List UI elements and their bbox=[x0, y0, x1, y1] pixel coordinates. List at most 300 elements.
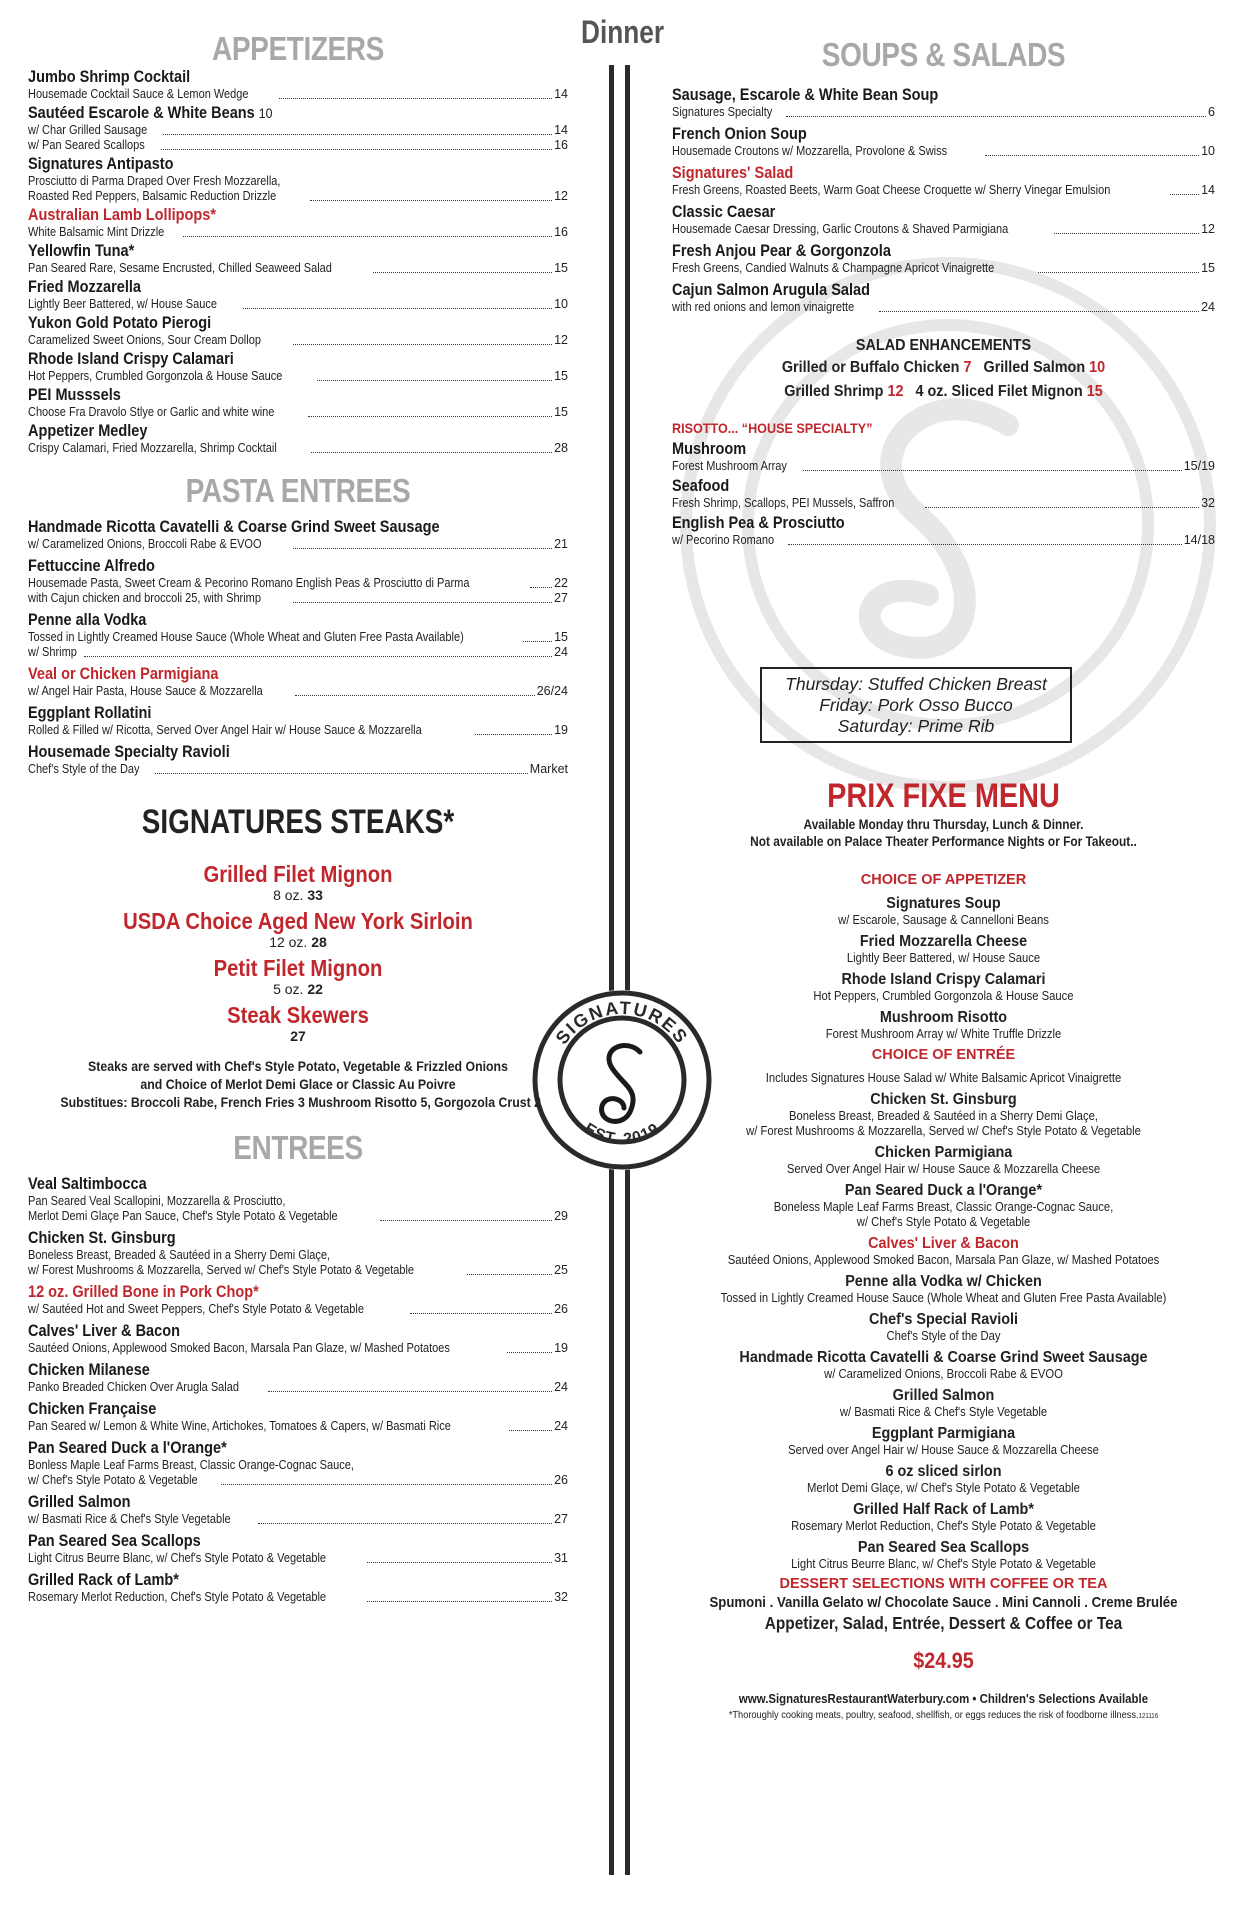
item-price: 31 bbox=[554, 1551, 568, 1565]
item-name-text: Grilled Rack of Lamb* bbox=[28, 1571, 179, 1589]
item-desc: Fresh Greens, Candied Walnuts & Champagne Apricot Vinaigrette bbox=[672, 261, 995, 275]
item-name bbox=[28, 242, 503, 261]
item-price: 10 bbox=[1201, 144, 1215, 158]
item-line bbox=[672, 459, 1215, 474]
leader-dots bbox=[293, 602, 552, 603]
leader-dots bbox=[308, 416, 552, 417]
enh-chicken-price: 7 bbox=[963, 359, 972, 376]
item-name-text: Mushroom bbox=[672, 440, 747, 458]
item-name-text: Penne alla Vodka bbox=[28, 611, 147, 629]
logo-wordmark: SIGNATURES bbox=[551, 997, 693, 1048]
item-name bbox=[672, 86, 1150, 105]
pasta-title: PASTA ENTREES bbox=[185, 472, 411, 509]
item-price: 21 bbox=[554, 537, 568, 551]
prix-item-desc: Merlot Demi Glaçe, w/ Chef's Style Potato & Vegetable bbox=[807, 1481, 1080, 1495]
item-name bbox=[28, 1175, 503, 1194]
item-desc: Bonless Maple Leaf Farms Breast, Classic Orange-Cognac Sauce, bbox=[28, 1458, 354, 1472]
steak-size: 8 oz. bbox=[273, 887, 304, 903]
item-name-text: Fettuccine Alfredo bbox=[28, 557, 155, 575]
item-name bbox=[672, 164, 1150, 183]
item-desc: w/ Chef's Style Potato & Vegetable bbox=[28, 1473, 198, 1487]
menu-item bbox=[672, 514, 1215, 548]
prix-entree-list bbox=[672, 1090, 1215, 1572]
menu-item bbox=[28, 278, 568, 312]
leader-dots bbox=[373, 272, 552, 273]
steak-name: Steak Skewers bbox=[227, 1002, 369, 1028]
steaks-note-1: Steaks are served with Chef's Style Potato, Vegetable & Frizzled Onions bbox=[88, 1058, 508, 1074]
prix-dessert-heading: DESSERT SELECTIONS WITH COFFEE OR TEA bbox=[779, 1576, 1108, 1592]
item-price: 27 bbox=[554, 591, 568, 605]
enhancements-row-2 bbox=[699, 380, 1188, 404]
item-name-text: Chicken St. Ginsburg bbox=[28, 1229, 176, 1247]
steak-size-price bbox=[28, 887, 568, 904]
leader-dots bbox=[1170, 194, 1199, 195]
item-price: 26 bbox=[554, 1302, 568, 1316]
prix-item-name: Penne alla Vodka w/ Chicken bbox=[845, 1273, 1042, 1290]
item-price: 14 bbox=[554, 87, 568, 101]
steak-item bbox=[28, 1002, 568, 1045]
prix-item-desc: Boneless Breast, Breaded & Sautéed in a Sherry Demi Glaçe, bbox=[789, 1109, 1098, 1123]
item-desc: w/ Caramelized Onions, Broccoli Rabe & EVOO bbox=[28, 537, 262, 551]
item-price: 29 bbox=[554, 1209, 568, 1223]
prix-item-name: Eggplant Parmigiana bbox=[871, 1425, 1016, 1442]
item-desc: w/ Shrimp bbox=[28, 645, 77, 659]
enhancements-title: SALAD ENHANCEMENTS bbox=[855, 337, 1032, 354]
menu-item bbox=[672, 203, 1215, 237]
entrees-list bbox=[28, 1175, 568, 1605]
item-desc: Forest Mushroom Array bbox=[672, 459, 787, 473]
item-line bbox=[28, 591, 568, 606]
prix-item-name: 6 oz sliced sirlon bbox=[885, 1463, 1002, 1480]
risotto-list bbox=[672, 440, 1215, 548]
item-name-text: Sausage, Escarole & White Bean Soup bbox=[672, 86, 939, 104]
item-name-text: Fried Mozzarella bbox=[28, 278, 141, 296]
item-line bbox=[28, 1341, 568, 1356]
steak-name: Petit Filet Mignon bbox=[213, 955, 383, 981]
item-name bbox=[28, 1439, 503, 1458]
prix-item bbox=[672, 932, 1215, 966]
item-line bbox=[28, 1419, 568, 1434]
item-line bbox=[28, 369, 568, 384]
enh-shrimp-price: 12 bbox=[887, 383, 904, 400]
prix-fixe-title: PRIX FIXE MENU bbox=[827, 777, 1060, 815]
leader-dots bbox=[530, 587, 552, 588]
item-price: 32 bbox=[554, 1590, 568, 1604]
steaks-list bbox=[28, 861, 568, 1045]
steak-price-value: 33 bbox=[307, 887, 323, 903]
menu-item bbox=[28, 1283, 568, 1317]
prix-item-desc: Tossed in Lightly Creamed House Sauce (Whole Wheat and Gluten Free Pasta Available) bbox=[720, 1291, 1167, 1305]
prix-item-desc: Sautéed Onions, Applewood Smoked Bacon, Marsala Pan Glaze, w/ Mashed Potatoes bbox=[727, 1253, 1160, 1267]
item-name bbox=[28, 155, 503, 174]
item-line bbox=[28, 630, 568, 645]
steak-price-value: 22 bbox=[307, 981, 323, 997]
item-price: 24 bbox=[554, 1419, 568, 1433]
item-desc: Rosemary Merlot Reduction, Chef's Style Potato & Vegetable bbox=[28, 1590, 327, 1604]
steak-item bbox=[28, 861, 568, 904]
item-line bbox=[672, 261, 1215, 276]
item-line bbox=[28, 123, 568, 138]
steak-price-value: 28 bbox=[311, 934, 327, 950]
prix-availability-2: Not available on Palace Theater Performance Nights or For Takeout.. bbox=[750, 834, 1137, 849]
prix-item bbox=[672, 1272, 1215, 1306]
prix-item bbox=[672, 894, 1215, 928]
risotto-title: RISOTTO... “HOUSE SPECIALTY” bbox=[672, 420, 873, 436]
leader-dots bbox=[163, 134, 552, 135]
item-line bbox=[28, 576, 568, 591]
menu-item bbox=[28, 1571, 568, 1605]
soups-list bbox=[672, 86, 1215, 315]
steaks-substitutes: Substitues: Broccoli Rabe, French Fries 3 Mushroom Risotto 5, Gorgozola Crust 2 bbox=[60, 1094, 541, 1110]
item-line bbox=[672, 300, 1215, 315]
menu-item bbox=[672, 281, 1215, 315]
item-desc: Boneless Breast, Breaded & Sautéed in a Sherry Demi Glaçe, bbox=[28, 1248, 331, 1262]
item-name-text: Fresh Anjou Pear & Gorgonzola bbox=[672, 242, 891, 260]
item-line bbox=[28, 645, 568, 660]
leader-dots bbox=[183, 236, 552, 237]
item-price: 22 bbox=[554, 576, 568, 590]
item-name-text: Signatures Antipasto bbox=[28, 155, 174, 173]
enh-filet-price: 15 bbox=[1086, 383, 1103, 400]
item-name bbox=[28, 1493, 503, 1512]
item-name bbox=[28, 350, 503, 369]
menu-item bbox=[28, 350, 568, 384]
item-name bbox=[672, 242, 1150, 261]
item-name-price: 10 bbox=[258, 105, 273, 121]
item-price: 27 bbox=[554, 1512, 568, 1526]
item-line bbox=[672, 144, 1215, 159]
item-name-text: Australian Lamb Lollipops* bbox=[28, 206, 216, 224]
item-price: 26 bbox=[554, 1473, 568, 1487]
menu-item bbox=[28, 242, 568, 276]
item-name bbox=[28, 611, 503, 630]
prix-item-desc: Served over Angel Hair w/ House Sauce & Mozzarella Cheese bbox=[788, 1443, 1099, 1457]
prix-item bbox=[672, 1310, 1215, 1344]
item-name bbox=[672, 440, 1150, 459]
item-name bbox=[28, 1283, 503, 1302]
item-name-text: Veal Saltimbocca bbox=[28, 1175, 147, 1193]
item-name-text: Rhode Island Crispy Calamari bbox=[28, 350, 234, 368]
item-name bbox=[28, 314, 503, 333]
item-name-text: Calves' Liver & Bacon bbox=[28, 1322, 180, 1340]
menu-item bbox=[28, 1439, 568, 1488]
item-name-text: Sautéed Escarole & White Beans bbox=[28, 104, 255, 122]
prix-item bbox=[672, 1143, 1215, 1177]
item-name bbox=[28, 743, 503, 762]
item-line bbox=[28, 441, 568, 456]
item-price: 24 bbox=[554, 645, 568, 659]
item-name-text: Handmade Ricotta Cavatelli & Coarse Grind Sweet Sausage bbox=[28, 518, 440, 536]
item-price: 15 bbox=[554, 369, 568, 383]
item-name bbox=[28, 518, 503, 537]
item-name bbox=[28, 1361, 503, 1380]
prix-item-desc: Hot Peppers, Crumbled Gorgonzola & House Sauce bbox=[813, 989, 1074, 1003]
item-line bbox=[28, 537, 568, 552]
menu-item bbox=[672, 440, 1215, 474]
steak-name: Grilled Filet Mignon bbox=[203, 861, 393, 887]
steak-size: 5 oz. bbox=[273, 981, 304, 997]
item-desc: Choose Fra Dravolo Stlye or Garlic and white wine bbox=[28, 405, 275, 419]
item-desc: Panko Breaded Chicken Over Arugla Salad bbox=[28, 1380, 239, 1394]
item-name bbox=[28, 665, 503, 684]
item-line bbox=[672, 222, 1215, 237]
prix-item bbox=[672, 970, 1215, 1004]
item-desc: Caramelized Sweet Onions, Sour Cream Dollop bbox=[28, 333, 261, 347]
special-thursday: Thursday: Stuffed Chicken Breast bbox=[785, 674, 1047, 694]
item-name-text: Pan Seared Sea Scallops bbox=[28, 1532, 201, 1550]
item-desc: w/ Angel Hair Pasta, House Sauce & Mozzarella bbox=[28, 684, 263, 698]
prix-dessert-list: Spumoni . Vanilla Gelato w/ Chocolate Sauce . Mini Cannoli . Creme Brulée bbox=[709, 1594, 1178, 1611]
item-desc: Tossed in Lightly Creamed House Sauce (Whole Wheat and Gluten Free Pasta Available) bbox=[28, 630, 464, 644]
appetizers-title: APPETIZERS bbox=[212, 30, 384, 67]
menu-item bbox=[28, 314, 568, 348]
prix-item-name: Signatures Soup bbox=[886, 895, 1001, 912]
item-line bbox=[28, 684, 568, 699]
menu-item bbox=[28, 155, 568, 204]
steak-size-price bbox=[28, 981, 568, 998]
menu-item bbox=[28, 1400, 568, 1434]
item-name bbox=[672, 281, 1150, 300]
item-name bbox=[28, 1322, 503, 1341]
enh-salmon-label: Grilled Salmon bbox=[983, 359, 1086, 376]
item-name-text: Yukon Gold Potato Pierogi bbox=[28, 314, 212, 332]
prix-item-name: Rhode Island Crispy Calamari bbox=[841, 971, 1046, 988]
item-desc: w/ Basmati Rice & Chef's Style Vegetable bbox=[28, 1512, 231, 1526]
special-saturday: Saturday: Prime Rib bbox=[837, 716, 995, 736]
prix-item-desc: Light Citrus Beurre Blanc, w/ Chef's Style Potato & Vegetable bbox=[791, 1557, 1096, 1571]
menu-item bbox=[672, 125, 1215, 159]
item-price: 28 bbox=[554, 441, 568, 455]
prix-entree-heading: CHOICE OF ENTRÉE bbox=[871, 1047, 1016, 1063]
item-desc: Housemade Caesar Dressing, Garlic Croutons & Shaved Parmigiana bbox=[672, 222, 1009, 236]
prix-item-desc: Boneless Maple Leaf Farms Breast, Classic Orange-Cognac Sauce, bbox=[773, 1200, 1114, 1214]
leader-dots bbox=[268, 1391, 552, 1392]
leader-dots bbox=[161, 149, 552, 150]
item-line bbox=[28, 297, 568, 312]
item-price: 15 bbox=[554, 630, 568, 644]
prix-item bbox=[672, 1181, 1215, 1230]
item-name-text: Cajun Salmon Arugula Salad bbox=[672, 281, 870, 299]
item-line bbox=[28, 1458, 568, 1473]
item-desc: Pan Seared w/ Lemon & White Wine, Artichokes, Tomatoes & Capers, w/ Basmati Rice bbox=[28, 1419, 451, 1433]
item-name bbox=[28, 104, 503, 123]
item-line bbox=[28, 333, 568, 348]
salad-enhancements bbox=[672, 335, 1215, 404]
leader-dots bbox=[317, 380, 552, 381]
item-desc: Pan Seared Rare, Sesame Encrusted, Chilled Seaweed Salad bbox=[28, 261, 332, 275]
item-name bbox=[28, 704, 503, 723]
menu-item bbox=[28, 704, 568, 738]
item-name bbox=[672, 477, 1150, 496]
leader-dots bbox=[925, 507, 1199, 508]
item-line bbox=[28, 1194, 568, 1209]
item-price: 19 bbox=[554, 723, 568, 737]
item-desc: Sautéed Onions, Applewood Smoked Bacon, Marsala Pan Glaze, w/ Mashed Potatoes bbox=[28, 1341, 450, 1355]
steak-item bbox=[28, 955, 568, 998]
disclaimer-code: 121116 bbox=[1138, 1713, 1159, 1720]
item-name-text: French Onion Soup bbox=[672, 125, 807, 143]
prix-summary: Appetizer, Salad, Entrée, Dessert & Coffee or Tea bbox=[764, 1613, 1123, 1633]
menu-item bbox=[28, 1175, 568, 1224]
menu-item bbox=[28, 1361, 568, 1395]
leader-dots bbox=[410, 1313, 552, 1314]
item-line bbox=[28, 1473, 568, 1488]
item-desc: Fresh Shrimp, Scallops, PEI Mussels, Saffron bbox=[672, 496, 895, 510]
item-price: 25 bbox=[554, 1263, 568, 1277]
leader-dots bbox=[509, 1430, 553, 1431]
item-name-text: Yellowfin Tuna* bbox=[28, 242, 135, 260]
item-desc: Hot Peppers, Crumbled Gorgonzola & House Sauce bbox=[28, 369, 283, 383]
item-name-text: Pan Seared Duck a l'Orange* bbox=[28, 1439, 227, 1457]
prix-item-name: Grilled Half Rack of Lamb* bbox=[853, 1501, 1034, 1518]
menu-item bbox=[28, 1493, 568, 1527]
item-desc: w/ Sautéed Hot and Sweet Peppers, Chef's Style Potato & Vegetable bbox=[28, 1302, 364, 1316]
item-name-text: Housemade Specialty Ravioli bbox=[28, 743, 230, 761]
item-line bbox=[28, 723, 568, 738]
item-line bbox=[28, 87, 568, 102]
entrees-title: ENTREES bbox=[233, 1129, 363, 1166]
item-price: 16 bbox=[554, 225, 568, 239]
leader-dots bbox=[523, 641, 552, 642]
item-desc: Crispy Calamari, Fried Mozzarella, Shrimp Cocktail bbox=[28, 441, 277, 455]
item-desc: w/ Pan Seared Scallops bbox=[28, 138, 145, 152]
item-desc: Roasted Red Peppers, Balsamic Reduction Drizzle bbox=[28, 189, 277, 203]
item-price: 14/18 bbox=[1183, 533, 1215, 547]
item-line bbox=[28, 762, 568, 777]
item-desc: Signatures Specialty bbox=[672, 105, 773, 119]
leader-dots bbox=[985, 155, 1199, 156]
footer-website[interactable]: www.SignaturesRestaurantWaterbury.com • Children's Selections Available bbox=[738, 1691, 1149, 1706]
menu-item bbox=[28, 104, 568, 153]
item-desc: Prosciutto di Parma Draped Over Fresh Mozzarella, bbox=[28, 174, 281, 188]
prix-appetizer-heading: CHOICE OF APPETIZER bbox=[860, 872, 1027, 888]
item-name-text: Appetizer Medley bbox=[28, 422, 148, 440]
item-line bbox=[672, 496, 1215, 511]
item-desc: with red onions and lemon vinaigrette bbox=[672, 300, 855, 314]
item-name bbox=[672, 514, 1150, 533]
page-title: Dinner bbox=[581, 14, 665, 50]
soups-title: SOUPS & SALADS bbox=[821, 36, 1066, 73]
prix-availability-1: Available Monday thru Thursday, Lunch & Dinner. bbox=[803, 817, 1084, 832]
item-name-text: Classic Caesar bbox=[672, 203, 776, 221]
prix-item bbox=[672, 1462, 1215, 1496]
item-line bbox=[28, 1551, 568, 1566]
item-desc: Housemade Cocktail Sauce & Lemon Wedge bbox=[28, 87, 249, 101]
item-price: 6 bbox=[1208, 105, 1215, 119]
item-desc: w/ Forest Mushrooms & Mozzarella, Served w/ Chef's Style Potato & Vegetable bbox=[28, 1263, 415, 1277]
prix-item-name: Chicken Parmigiana bbox=[874, 1144, 1013, 1161]
menu-item bbox=[28, 386, 568, 420]
item-desc: Fresh Greens, Roasted Beets, Warm Goat Cheese Croquette w/ Sherry Vinegar Emulsion bbox=[672, 183, 1111, 197]
enhancements-row-1 bbox=[699, 356, 1188, 380]
item-name-text: Eggplant Rollatini bbox=[28, 704, 152, 722]
menu-item bbox=[28, 1532, 568, 1566]
prix-item-name: Chef's Special Ravioli bbox=[868, 1311, 1019, 1328]
prix-item-name: Pan Seared Sea Scallops bbox=[857, 1539, 1030, 1556]
item-price: 15 bbox=[1201, 261, 1215, 275]
item-desc: with Cajun chicken and broccoli 25, with Shrimp bbox=[28, 591, 261, 605]
item-line bbox=[28, 261, 568, 276]
leader-dots bbox=[879, 311, 1199, 312]
item-line bbox=[672, 533, 1215, 548]
item-price: 15 bbox=[554, 405, 568, 419]
item-price: 24 bbox=[554, 1380, 568, 1394]
leader-dots bbox=[310, 200, 552, 201]
prix-item-desc: w/ Basmati Rice & Chef's Style Vegetable bbox=[839, 1405, 1048, 1419]
prix-entree-note: Includes Signatures House Salad w/ White Balsamic Apricot Vinaigrette bbox=[765, 1071, 1122, 1085]
steak-size-price bbox=[28, 1028, 568, 1045]
item-price: 14 bbox=[554, 123, 568, 137]
item-desc: Pan Seared Veal Scallopini, Mozzarella & Prosciutto, bbox=[28, 1194, 286, 1208]
prix-item bbox=[672, 1090, 1215, 1139]
leader-dots bbox=[279, 98, 552, 99]
item-price: 12 bbox=[554, 333, 568, 347]
item-price: 19 bbox=[554, 1341, 568, 1355]
prix-price: $24.95 bbox=[913, 1648, 974, 1673]
footer-disclaimer bbox=[705, 1708, 1183, 1724]
prix-item-name: Chicken St. Ginsburg bbox=[870, 1091, 1017, 1108]
item-line bbox=[28, 405, 568, 420]
item-desc: White Balsamic Mint Drizzle bbox=[28, 225, 165, 239]
prix-item bbox=[672, 1386, 1215, 1420]
item-name-text: 12 oz. Grilled Bone in Pork Chop* bbox=[28, 1283, 259, 1301]
item-name bbox=[28, 422, 503, 441]
item-price: 14 bbox=[1201, 183, 1215, 197]
logo-est: EST. 2019 bbox=[580, 1120, 664, 1149]
prix-item-desc: w/ Caramelized Onions, Broccoli Rabe & EVOO bbox=[824, 1367, 1063, 1381]
menu-item bbox=[28, 518, 568, 552]
prix-fixe-section bbox=[672, 776, 1215, 1724]
item-price: 24 bbox=[1201, 300, 1215, 314]
item-desc: Housemade Pasta, Sweet Cream & Pecorino Romano English Peas & Prosciutto di Parma bbox=[28, 576, 470, 590]
item-price: 10 bbox=[554, 297, 568, 311]
item-desc: Housemade Croutons w/ Mozzarella, Provolone & Swiss bbox=[672, 144, 948, 158]
menu-item bbox=[28, 611, 568, 660]
appetizers-list bbox=[28, 68, 568, 456]
menu-item bbox=[28, 665, 568, 699]
item-price: 26/24 bbox=[536, 684, 568, 698]
item-name bbox=[28, 1532, 503, 1551]
menu-item bbox=[672, 86, 1215, 120]
prix-item-name: Handmade Ricotta Cavatelli & Coarse Grind Sweet Sausage bbox=[739, 1349, 1148, 1366]
steaks-note-2: and Choice of Merlot Demi Glace or Classic Au Poivre bbox=[140, 1076, 456, 1092]
item-name-text: Signatures' Salad bbox=[672, 164, 794, 182]
menu-item bbox=[672, 477, 1215, 511]
item-desc: w/ Pecorino Romano bbox=[672, 533, 775, 547]
item-line bbox=[672, 183, 1215, 198]
prix-item-desc: Served Over Angel Hair w/ House Sauce & Mozzarella Cheese bbox=[786, 1162, 1101, 1176]
menu-item bbox=[28, 422, 568, 456]
item-name-text: Grilled Salmon bbox=[28, 1493, 131, 1511]
item-price: 15/19 bbox=[1183, 459, 1215, 473]
item-name bbox=[28, 386, 503, 405]
menu-item bbox=[672, 164, 1215, 198]
item-name-text: Jumbo Shrimp Cocktail bbox=[28, 68, 191, 86]
leader-dots bbox=[786, 116, 1206, 117]
item-name bbox=[28, 1571, 503, 1590]
item-name bbox=[28, 1400, 503, 1419]
item-name bbox=[28, 206, 503, 225]
leader-dots bbox=[788, 544, 1182, 545]
item-desc: Rolled & Filled w/ Ricotta, Served Over Angel Hair w/ House Sauce & Mozzarella bbox=[28, 723, 422, 737]
leader-dots bbox=[1054, 233, 1199, 234]
item-price: Market bbox=[529, 762, 568, 776]
prix-item-name: Pan Seared Duck a l'Orange* bbox=[844, 1182, 1043, 1199]
disclaimer-text: *Thoroughly cooking meats, poultry, seafood, shellfish, or eggs reduces the risk of foodborne illness. bbox=[728, 1709, 1139, 1721]
item-line bbox=[28, 225, 568, 240]
enh-filet-label: 4 oz. Sliced Filet Mignon bbox=[915, 383, 1083, 400]
steaks-title: SIGNATURES STEAKS* bbox=[141, 803, 455, 841]
